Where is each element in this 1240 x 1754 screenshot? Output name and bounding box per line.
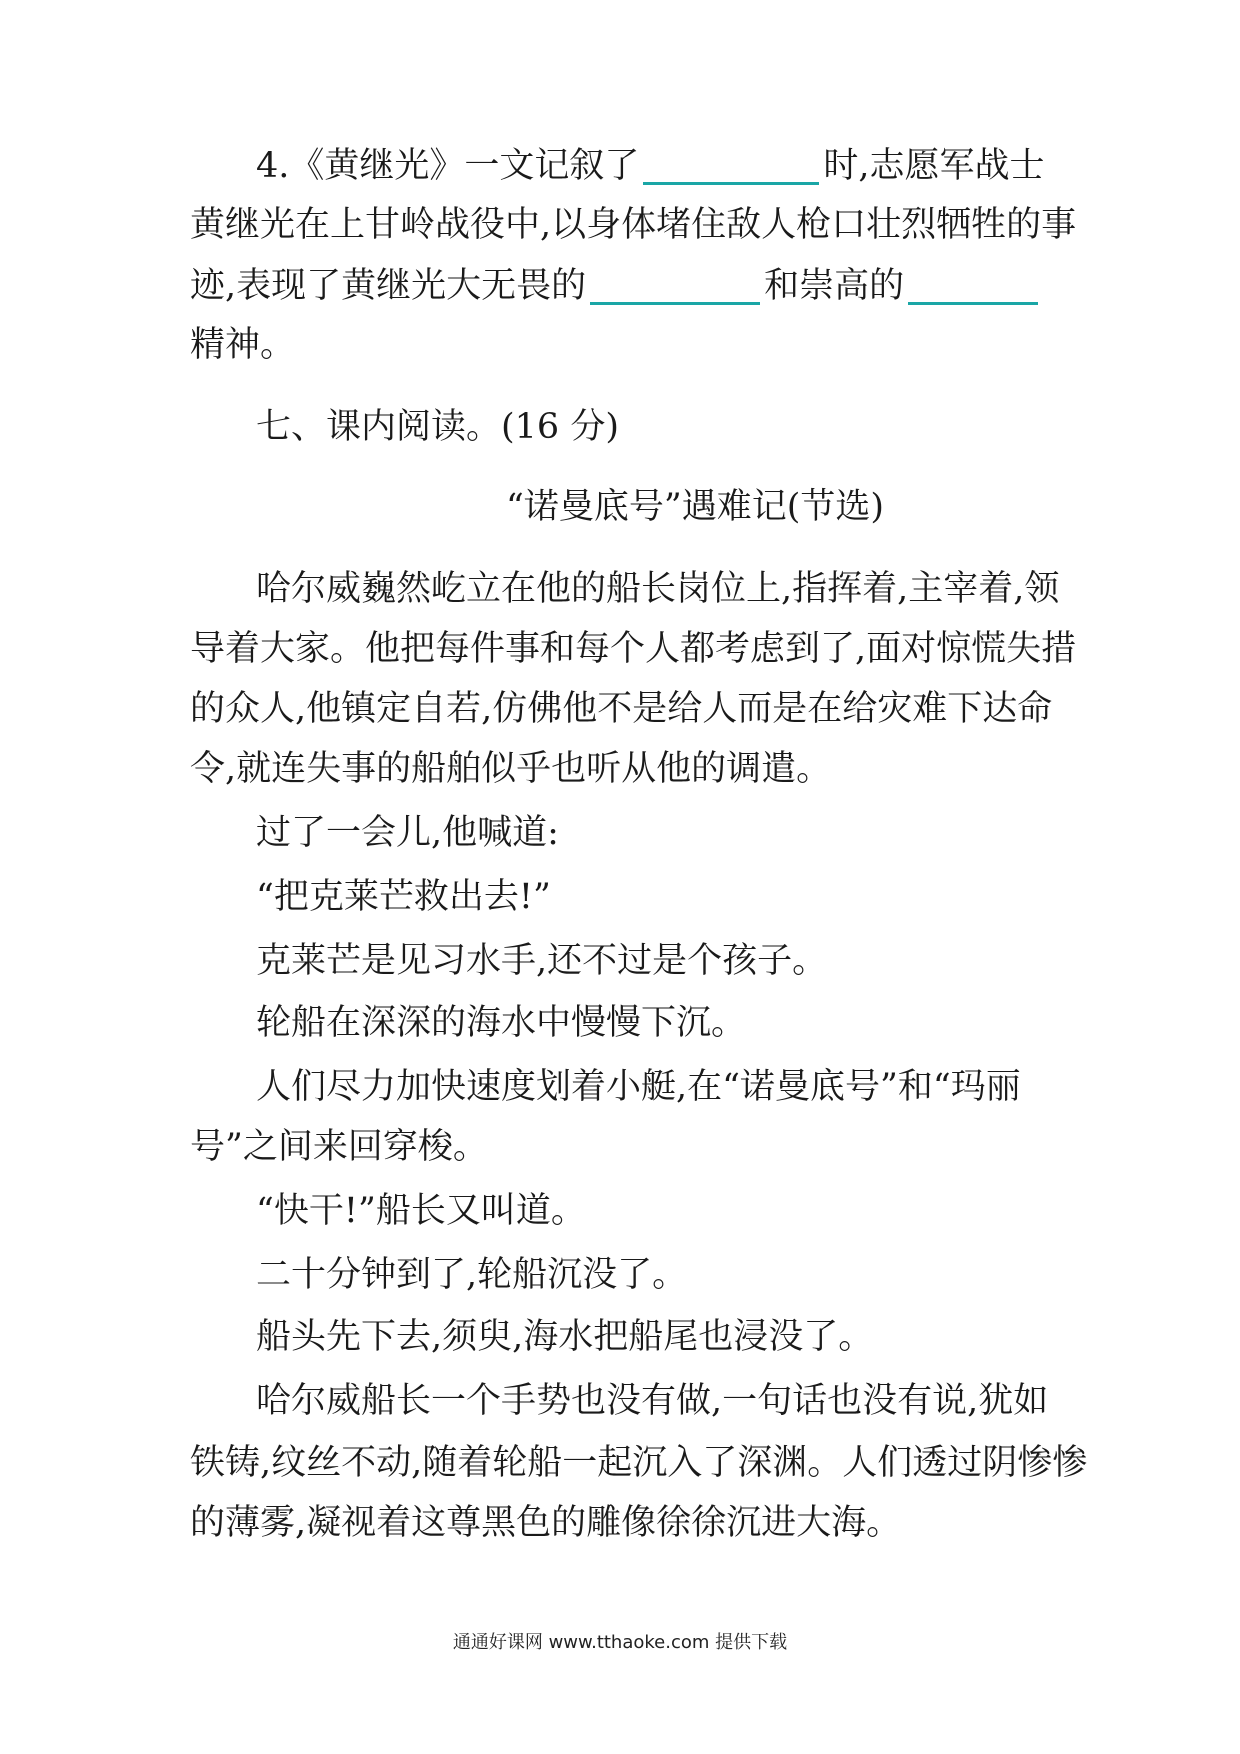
passage-line: 克莱芒是见习水手,还不过是个孩子。 bbox=[256, 941, 828, 981]
question-4-line-2: 黄继光在上甘岭战役中,以身体堵住敌人枪口壮烈牺牲的事 bbox=[190, 205, 1077, 245]
question-4-line-4: 精神。 bbox=[190, 325, 296, 365]
question-4-text-c: 迹,表现了黄继光大无畏的 bbox=[190, 266, 587, 306]
question-4-text-a: 4.《黄继光》一文记叙了 bbox=[256, 146, 640, 186]
passage-line: 哈尔威巍然屹立在他的船长岗位上,指挥着,主宰着,领 bbox=[256, 569, 1060, 609]
passage-line: 号”之间来回穿梭。 bbox=[190, 1127, 488, 1167]
footer-watermark: 通通好课网 www.tthaoke.com 提供下载 bbox=[452, 1632, 788, 1653]
passage-title: “诺曼底号”遇难记(节选) bbox=[505, 487, 885, 527]
question-4-text-b: 时,志愿军战士 bbox=[823, 146, 1045, 186]
answer-blank-1[interactable] bbox=[643, 150, 819, 185]
question-4-text-d: 和崇高的 bbox=[764, 266, 905, 306]
passage-line: 的众人,他镇定自若,仿佛他不是给人而是在给灾难下达命 bbox=[190, 689, 1053, 729]
passage-line: 铁铸,纹丝不动,随着轮船一起沉入了深渊。人们透过阴惨惨 bbox=[190, 1443, 1088, 1483]
passage-line: 令,就连失事的船舶似乎也听从他的调遣。 bbox=[190, 749, 832, 789]
passage-line: “把克莱芒救出去!” bbox=[256, 877, 551, 917]
passage-line: 人们尽力加快速度划着小艇,在“诺曼底号”和“玛丽 bbox=[256, 1067, 1021, 1107]
passage-line: 的薄雾,凝视着这尊黑色的雕像徐徐沉进大海。 bbox=[190, 1503, 902, 1543]
passage-line: 轮船在深深的海水中慢慢下沉。 bbox=[256, 1003, 747, 1043]
passage-line: 哈尔威船长一个手势也没有做,一句话也没有说,犹如 bbox=[256, 1381, 1049, 1421]
passage-line: 船头先下去,须臾,海水把船尾也浸没了。 bbox=[256, 1317, 874, 1357]
answer-blank-2[interactable] bbox=[590, 270, 760, 305]
question-4-line-3 bbox=[190, 262, 1042, 308]
passage-line: 二十分钟到了,轮船沉没了。 bbox=[256, 1255, 688, 1295]
passage-line: 导着大家。他把每件事和每个人都考虑到了,面对惊慌失措 bbox=[190, 629, 1077, 669]
passage-line: “快干!”船长又叫道。 bbox=[256, 1191, 586, 1231]
passage-line: 过了一会儿,他喊道: bbox=[256, 813, 559, 853]
section-7-heading: 七、课内阅读。(16 分) bbox=[256, 407, 619, 447]
answer-blank-3[interactable] bbox=[908, 270, 1038, 305]
question-4-line-1 bbox=[256, 142, 1045, 188]
